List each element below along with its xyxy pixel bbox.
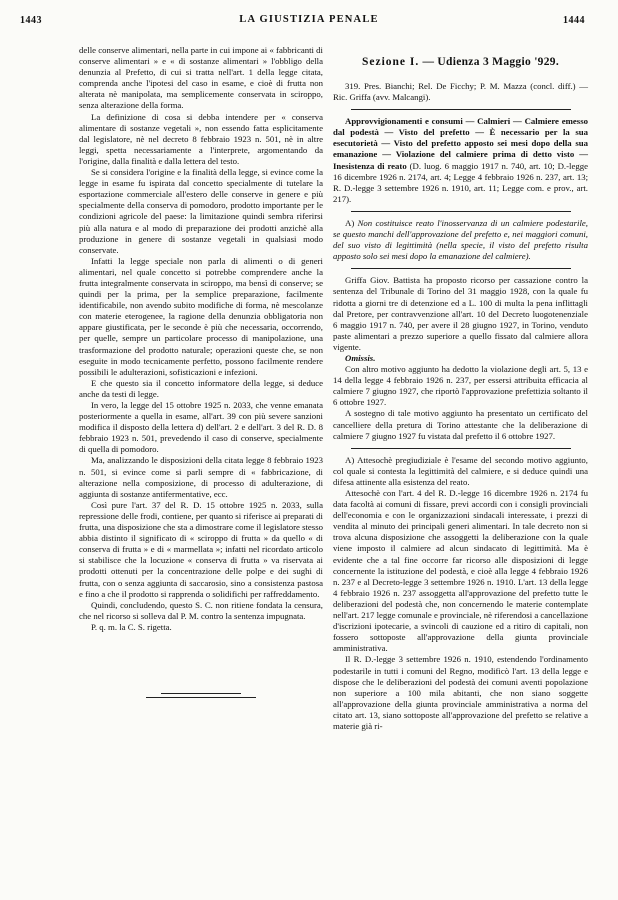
massima: [333, 116, 588, 205]
page-number-left: 1443: [20, 15, 42, 26]
paragraph: Quindi, concludendo, questo S. C. non ritiene fondata la censura, che nel ricorso si solleva dal P. M. contro la sentenza impugnata.: [79, 599, 323, 621]
verdict: P. q. m. la C. S. rigetta.: [91, 621, 172, 632]
paragraph: E che questo sia il concetto informatore della legge, si deduce anche da testi di legge.: [79, 377, 323, 399]
page-number-right: 1444: [563, 15, 585, 26]
paragraph: A sostegno di tale motivo aggiunto ha presentato un certificato del cancelliere della pretura di Torino attestante che la deliberazione di calmiere 7 giugno 1927 fu vistata dal prefetto il 6 ottobre 1927.: [333, 408, 588, 441]
massima-refs: (D. luog. 6 maggio 1917 n. 740, art. 10; D.-legge 16 dicembre 1926 n. 2174, art. 4; Legge 4 febbraio 1926 n. 237, art. 13; R. D.-legge 3 settembre 1926 n. 1910, art. 11; Legge com. e prov., art. 217).: [333, 160, 588, 204]
massima-keywords: Approvvigionamenti e consumi — Calmieri — Calmiere emesso dal podestà — Visto del prefetto — È necessario per la sua esecutorietà — Visto del prefetto apposto sei mesi dopo della sua emanazione — Violazione del calmiere prima di detto visto — Inesistenza di reato: [333, 116, 588, 171]
right-column: [333, 45, 588, 732]
principle: [333, 218, 588, 262]
principle-label: A): [345, 217, 358, 228]
paragraph: Griffa Giov. Battista ha proposto ricorso per cassazione contro la sentenza del Tribunale di Torino del 31 maggio 1928, con la quale fu ridotta a giorni tre di detenzione ed a L. 100 di multa la pena inflittagli dal Pretore, per contravvenzione all'art. 10 del Decreto luogotenenziale 6 maggio 1917 n. 740, per avere il 28 giugno 1927, in Torino, venduto paste alimentari a prezzo superiore a quello fissato dal calmiere allora vigente.: [333, 275, 588, 352]
section-heading: [333, 55, 588, 69]
paragraph: Con altro motivo aggiunto ha dedotto la violazione degli art. 5, 13 e 14 della legge 4 febbraio 1926 n. 237, per essersi attribuita efficacia al calmiere 7 giugno 1927, che riportò l'approvazione prefettizia soltanto il 6 ottobre 1927.: [333, 364, 588, 408]
paragraph: Infatti la legge speciale non parla di alimenti o di generi alimentari, nel quale concetto si potrebbe comprendere anche la frutta integralmente conservata in sciroppo, ma bensì di conserve; se quindi per la prima, per la semplice preparazione, facilmente identificabile, non avendo subito modifiche di forma, nè mescolanze con materie eterogenee, la ragione della denunzia obbligatoria non appare giustificata, per le seconde è più che necessaria, occorrendo, per quelle, sempre un particolare processo di manipolazione, una trasformazione del prodotto naturale; operazioni queste che, se non eseguite in modo tecnicamente perfetto, possono facilmente rendere possibili le adulterazioni, sofisticazioni e infezioni.: [79, 255, 323, 377]
left-column: [79, 45, 323, 698]
paragraph: Ma, analizzando le disposizioni della citata legge 8 febbraio 1923 n. 501, si evince come si parli sempre di « fabbricazione, di alterazione nella composizione, di processo di adulterazione, di aggiunta di sostanze antifermentative, ecc.: [79, 455, 323, 499]
end-divider-2: [146, 697, 256, 698]
paragraph: Così pure l'art. 37 del R. D. 15 ottobre 1925 n. 2033, sulla repressione delle frodi, contiene, per quanto si riferisce ai preparati di frutta, una disposizione che sta a dimostrare come il legislatore stesso abbia distinto il significato di « sciroppo di frutta » da quello « di conserva di frutta » e di « marmellata »; infatti nel ricordato articolo si stabilisce che la locuzione « conserva di frutta » va riservata ai prodotti ottenuti per la concentrazione delle polpe e dei sughi di frutta, con o senza aggiunta di saccarosio, sino a consistenza pastosa e fino a che il prodotto si rapprenda o solidifichi per raffreddamento.: [79, 499, 323, 599]
case-line: 319. Pres. Bianchi; Rel. De Ficchy; P. M. Mazza (concl. diff.) — Ric. Griffa (avv. Malcangi).: [333, 81, 588, 103]
principle-text: Non costituisce reato l'inosservanza di un calmiere podestarile, se questo manchi dell'approvazione del prefetto e, nei maggiori comuni, del suo visto di legittimità (nella specie, il visto del prefetto risulta apposto solo sei mesi dopo la emanazione del calmiere).: [333, 217, 588, 262]
paragraph: La definizione di cosa si debba intendere per « conserva alimentare di sostanze vegetali », non essendo fatta esplicitamente dal legislatore, nè nel decreto 8 febbraio 1923 n. 501, nè in altre leggi, spetta necessariamente a l'interprete, argomentando da l'origine, dalla finalità e dalla lettera del testo.: [79, 111, 323, 166]
paragraph: Attesochè con l'art. 4 del R. D.-legge 16 dicembre 1926 n. 2174 fu data facoltà ai comuni di fissare, previ accordi con i consigli provinciali dell'economia e con le organizzazioni sindacali interessate, i prezzi di vendita al minuto dei principali generi alimentari. In tale decreto non si trova alcuna disposizione che assoggetti la deliberazione con la quale viene imposto il calmiere ad alcun sindacato di legittimità. Ma è evidente che a tal fine occorre far ricorso alle disposizioni di legge concernente la istituzione del podestà, e cioè alla legge 4 febbraio 1926 n. 237 e al Decreto-legge 3 settembre 1926 n. 1910. L'art. 13 della legge 4 febbraio 1926 n. 237 assoggetta all'approvazione del prefetto tutte le deliberazioni del podestà che, non concernendo le materie contemplate nell'art. 217 legge comunale e provinciale, nè riferendosi a cancellazione d'iscrizioni ipotecarie, a svincoli di cauzione ed a ritiro di capitali, non fossero sottoposte all'approvazione della giunta provinciale amministrativa.: [333, 488, 588, 654]
divider: [351, 268, 571, 269]
end-divider: [161, 693, 241, 694]
paragraph: In vero, la legge del 15 ottobre 1925 n. 2033, che venne emanata posteriormente a quella in esame, all'art. 39 con più severe sanzioni modifica il disposto della lettera d) dell'art. 2 e dell'art. 3 del R. D. 8 febbraio 1923 n. 501, prevedendo il caso di conserve, specialmente di quella di pomodoro.: [79, 400, 323, 455]
section-date: — Udienza 3 Maggio '929.: [419, 56, 560, 68]
page-header: [0, 0, 618, 40]
omissis: Omissis.: [345, 352, 376, 363]
divider: [351, 211, 571, 212]
divider: [351, 448, 571, 449]
paragraph: delle conserve alimentari, nella parte in cui impone ai « fabbricanti di conserve alimentari » e « di sostanze alimentari » l'obbligo della denunzia al Prefetto, di cui si tratta nell'art. 1 della legge citata, comprenda anche l'ipotesi del caso in esame, e cioè di frutta non alterata nè manipolata, ma semplicemente conservata in sciroppo, senza alterazione della forma.: [79, 45, 323, 111]
running-title: LA GIUSTIZIA PENALE: [239, 14, 379, 25]
paragraph: A) Attesochè pregiudiziale è l'esame del secondo motivo aggiunto, col quale si contesta la legittimità del calmiere, e si deduce quindi una difesa attinente alla esistenza del reato.: [333, 454, 588, 487]
section-label: Sezione I.: [361, 56, 420, 68]
paragraph: Il R. D.-legge 3 settembre 1926 n. 1910, estendendo l'ordinamento podestarile in tutti i comuni del Regno, modificò l'art. 13 della legge e dispose che le deliberazioni del podestà dei comuni aventi popolazione non superiore a 100 mila abitanti, che non siano soggette all'approvazione della giunta provinciale amministrativa a norma del citato art. 13, siano sottoposte all'approvazione del prefetto se relative a materie già ri-: [333, 654, 588, 731]
divider: [351, 109, 571, 110]
paragraph: Se si considera l'origine e la finalità della legge, si evince come la legge in esame fu ispirata dal concetto specialmente di tutelare la esportazione commerciale all'estero delle conserve in genere e più specialmente della conserva di pomodoro, prodotto importante per le condizioni agricole del paese: la limitazione quindi sembra riferirsi più alla natura e al modo di preparazione dei prodotti anzichè alla produzione in genere di sostanze vegetali in qualsiasi modo conservate.: [79, 167, 323, 255]
